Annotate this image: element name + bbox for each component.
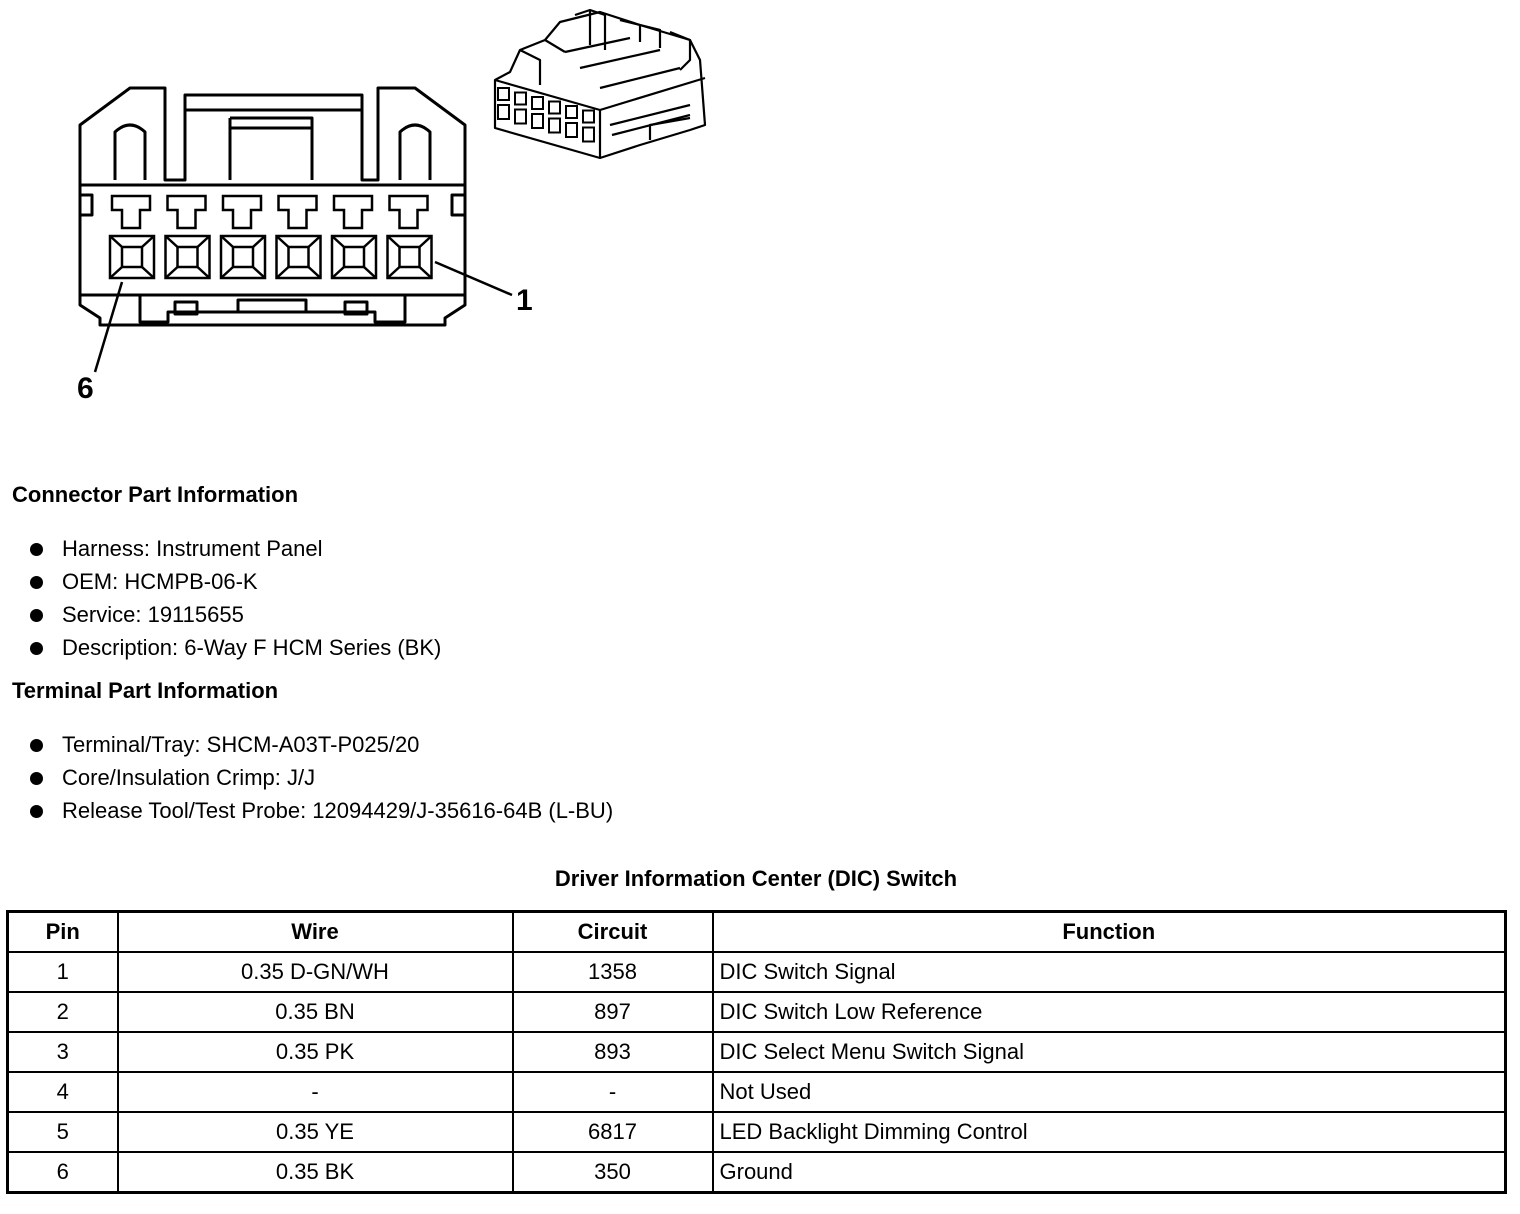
list-item-text: Harness: Instrument Panel — [62, 536, 323, 561]
bullet-icon — [30, 642, 43, 655]
pinout-table — [6, 910, 1507, 1194]
bullet-icon — [30, 609, 43, 622]
list-item — [30, 565, 441, 598]
table-row — [8, 952, 1506, 992]
wire-cell: 0.35 D-GN/WH — [118, 952, 513, 992]
pin-1-label: 1 — [516, 284, 533, 317]
table-row — [8, 1072, 1506, 1112]
wire-cell: - — [118, 1072, 513, 1112]
circuit-cell: 1358 — [513, 952, 713, 992]
table-row — [8, 1152, 1506, 1193]
isometric-cavity — [515, 93, 526, 124]
bullet-icon — [30, 805, 43, 818]
wire-cell: 0.35 PK — [118, 1032, 513, 1072]
table-header-row — [8, 912, 1506, 953]
function-cell: Ground — [713, 1152, 1506, 1193]
connector-diagram — [0, 0, 760, 420]
circuit-cell: 897 — [513, 992, 713, 1032]
pin-6-label: 6 — [77, 372, 94, 405]
list-item — [30, 598, 441, 631]
pin-cavities — [110, 196, 432, 278]
terminal-part-information-heading: Terminal Part Information — [12, 678, 279, 703]
connector-part-information-heading: Connector Part Information — [12, 482, 299, 507]
pin-cell: 3 — [8, 1032, 118, 1072]
function-cell: LED Backlight Dimming Control — [713, 1112, 1506, 1152]
table-title: Driver Information Center (DIC) Switch — [554, 866, 958, 891]
pin-cavity-2 — [332, 196, 376, 278]
wire-cell: 0.35 YE — [118, 1112, 513, 1152]
pin-cell: 1 — [8, 952, 118, 992]
table-row — [8, 1032, 1506, 1072]
terminal-part-information-list — [30, 728, 613, 827]
pin-cell: 2 — [8, 992, 118, 1032]
circuit-column-header: Circuit — [513, 912, 713, 953]
list-item-text: OEM: HCMPB-06-K — [62, 569, 258, 594]
list-item-text: Core/Insulation Crimp: J/J — [62, 765, 316, 790]
isometric-cavity — [498, 88, 509, 119]
pin-cell: 4 — [8, 1072, 118, 1112]
pin-cavity-3 — [277, 196, 321, 278]
circuit-cell: 893 — [513, 1032, 713, 1072]
bullet-icon — [30, 772, 43, 785]
list-item — [30, 794, 613, 827]
list-item-text: Release Tool/Test Probe: 12094429/J-35616-64B (L-BU) — [62, 798, 614, 823]
table-row — [8, 1112, 1506, 1152]
isometric-cavity — [583, 111, 594, 142]
pin-cavity-1 — [388, 196, 432, 278]
wire-cell: 0.35 BN — [118, 992, 513, 1032]
list-item-text: Service: 19115655 — [62, 602, 244, 627]
bullet-icon — [30, 739, 43, 752]
isometric-cavity — [566, 106, 577, 137]
pin-cell: 5 — [8, 1112, 118, 1152]
pin-cell: 6 — [8, 1152, 118, 1193]
leader-line-pin-1 — [435, 262, 512, 295]
function-cell: Not Used — [713, 1072, 1506, 1112]
function-cell: DIC Switch Low Reference — [713, 992, 1506, 1032]
connector-part-information-list — [30, 532, 441, 664]
function-column-header: Function — [713, 912, 1506, 953]
circuit-cell: 350 — [513, 1152, 713, 1193]
list-item — [30, 631, 441, 664]
list-item — [30, 532, 441, 565]
function-cell: DIC Switch Signal — [713, 952, 1506, 992]
bullet-icon — [30, 543, 43, 556]
pin-cavity-5 — [166, 196, 210, 278]
list-item-text: Description: 6-Way F HCM Series (BK) — [62, 635, 442, 660]
isometric-cavity — [549, 102, 560, 133]
pin-cavity-4 — [221, 196, 265, 278]
wire-cell: 0.35 BK — [118, 1152, 513, 1193]
bullet-icon — [30, 576, 43, 589]
pin-column-header: Pin — [8, 912, 118, 953]
isometric-cavity — [532, 97, 543, 128]
pin-cavity-6 — [110, 196, 154, 278]
list-item-text: Terminal/Tray: SHCM-A03T-P025/20 — [62, 732, 420, 757]
table-row — [8, 992, 1506, 1032]
list-item — [30, 728, 613, 761]
circuit-cell: - — [513, 1072, 713, 1112]
circuit-cell: 6817 — [513, 1112, 713, 1152]
function-cell: DIC Select Menu Switch Signal — [713, 1032, 1506, 1072]
wire-column-header: Wire — [118, 912, 513, 953]
list-item — [30, 761, 613, 794]
connector-isometric-view — [495, 10, 705, 158]
